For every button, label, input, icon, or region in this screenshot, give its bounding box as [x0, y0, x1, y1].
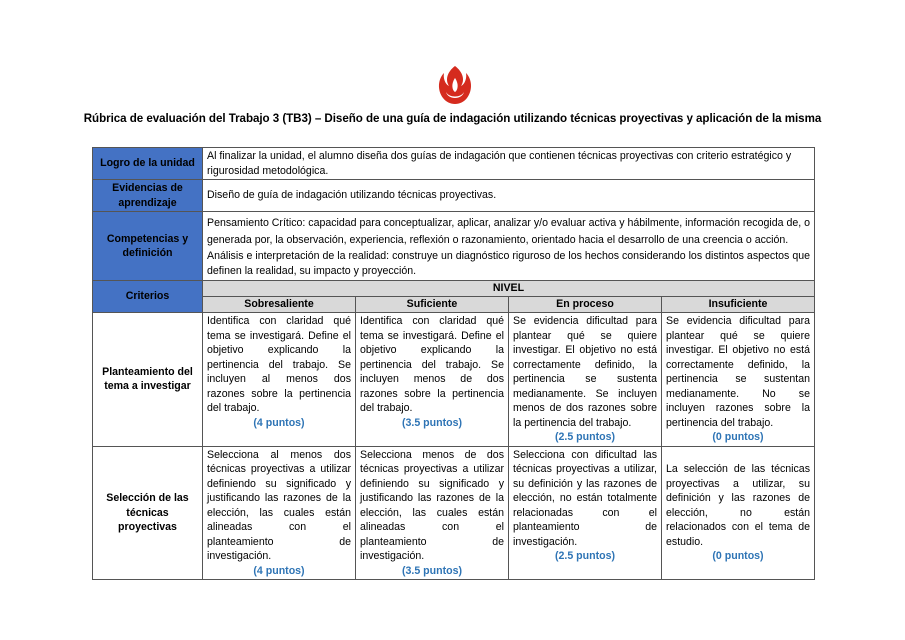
cell-text: Se evidencia dificultad para plantear qué se quiere investigar. El objetivo no está correctamente definido, la pertinencia se sustenta medianamente. Se incluyen menos de dos razones sobre la pertinencia del trabajo.: [513, 315, 657, 429]
competencias-text-1: Pensamiento Crítico: capacidad para conceptualizar, aplicar, analizar y/o evaluar activa y hábilmente, información recogida de, o generada por, la observación, experiencia, reflexión o razonamiento, orientado hacia el desarrollo de una creencia o acción.: [207, 217, 810, 246]
cell-text: Identifica con claridad qué tema se investigará. Define el objetivo explicando la pertinencia del trabajo. Se incluyen al menos dos razones sobre la pertinencia del trabajo.: [207, 315, 351, 414]
cell-text: Identifica con claridad qué tema se investigará. Define el objetivo explicando la pertinencia del trabajo. Se incluyen menos de dos razones sobre la pertinencia del trabajo.: [360, 315, 504, 414]
cell-text: Se evidencia dificultad para plantear qué se quiere investigar. El objetivo no está correctamente definido, la pertinencia se sustentan medianamente. No se incluyen razones sobre la pertinencia del trabajo.: [666, 315, 810, 429]
cell-points: (4 puntos): [253, 564, 305, 577]
evidencias-label: Evidencias de aprendizaje: [93, 180, 203, 212]
level-sobresaliente: Sobresaliente: [203, 297, 356, 313]
criterion-cell: [509, 446, 662, 580]
document-title: Rúbrica de evaluación del Trabajo 3 (TB3) – Diseño de una guía de indagación utilizando técnicas proyectivas y aplicación de la misma: [83, 112, 822, 125]
logro-label: Logro de la unidad: [93, 148, 203, 180]
cell-points: (4 puntos): [253, 416, 305, 429]
level-suficiente: Suficiente: [356, 297, 509, 313]
cell-text: La selección de las técnicas proyectivas a utilizar, su definición y las razones de elección, no están relacionados con el tema de estudio.: [666, 463, 810, 548]
row-competencias: [93, 212, 815, 281]
criterion-cell: [509, 313, 662, 447]
criterion-cell: [662, 446, 815, 580]
criterion-cell: [203, 313, 356, 447]
row-logro: [93, 148, 815, 180]
level-insuficiente: Insuficiente: [662, 297, 815, 313]
criterion-cell: [356, 313, 509, 447]
cell-points: (0 puntos): [712, 550, 764, 562]
criterion-cell: [203, 446, 356, 580]
level-en-proceso: En proceso: [509, 297, 662, 313]
criterion-label: Planteamiento del tema a investigar: [93, 313, 203, 447]
university-logo-icon: [435, 64, 475, 110]
cell-text: Selecciona menos de dos técnicas proyectivas a utilizar definiendo su significado y justificando las razones de la elección, las cuales están alineadas con el planteamiento de investigación.: [360, 448, 504, 562]
cell-text: Selecciona al menos dos técnicas proyectivas a utilizar definiendo su significado y justificando las razones de la elección, las cuales están alineadas con el planteamiento de investigación.: [207, 448, 351, 562]
cell-points: (0 puntos): [712, 431, 764, 443]
criterion-cell: [356, 446, 509, 580]
criterion-cell: [662, 313, 815, 447]
row-seleccion: [93, 446, 815, 580]
cell-points: (3.5 puntos): [401, 416, 463, 429]
cell-points: (3.5 puntos): [401, 564, 463, 577]
criterion-label: Selección de las técnicas proyectivas: [93, 446, 203, 580]
row-planteamiento: [93, 313, 815, 447]
cell-points: (2.5 puntos): [554, 550, 616, 562]
row-evidencias: [93, 180, 815, 212]
criterios-label: Criterios: [93, 281, 203, 313]
logro-text: Al finalizar la unidad, el alumno diseña dos guías de indagación que contienen técnicas proyectivas con criterio estratégico y rigurosidad metodológica.: [203, 148, 815, 180]
rubric-table: [92, 147, 815, 580]
cell-text: Selecciona con dificultad las técnicas proyectivas a utilizar, su definición y las razones de elección, no están totalmente relacionadas con el planteamiento de investigación.: [513, 448, 657, 548]
competencias-label: Competencias y definición: [93, 212, 203, 281]
nivel-header: NIVEL: [203, 281, 815, 297]
cell-points: (2.5 puntos): [554, 431, 616, 443]
row-nivel: [93, 281, 815, 297]
evidencias-text: Diseño de guía de indagación utilizando técnicas proyectivas.: [203, 180, 815, 212]
competencias-text-2: Análisis e interpretación de la realidad: construye un diagnóstico riguroso de los hechos considerando los distintos aspectos que definen la realidad, su impacto y proyección.: [207, 250, 810, 277]
